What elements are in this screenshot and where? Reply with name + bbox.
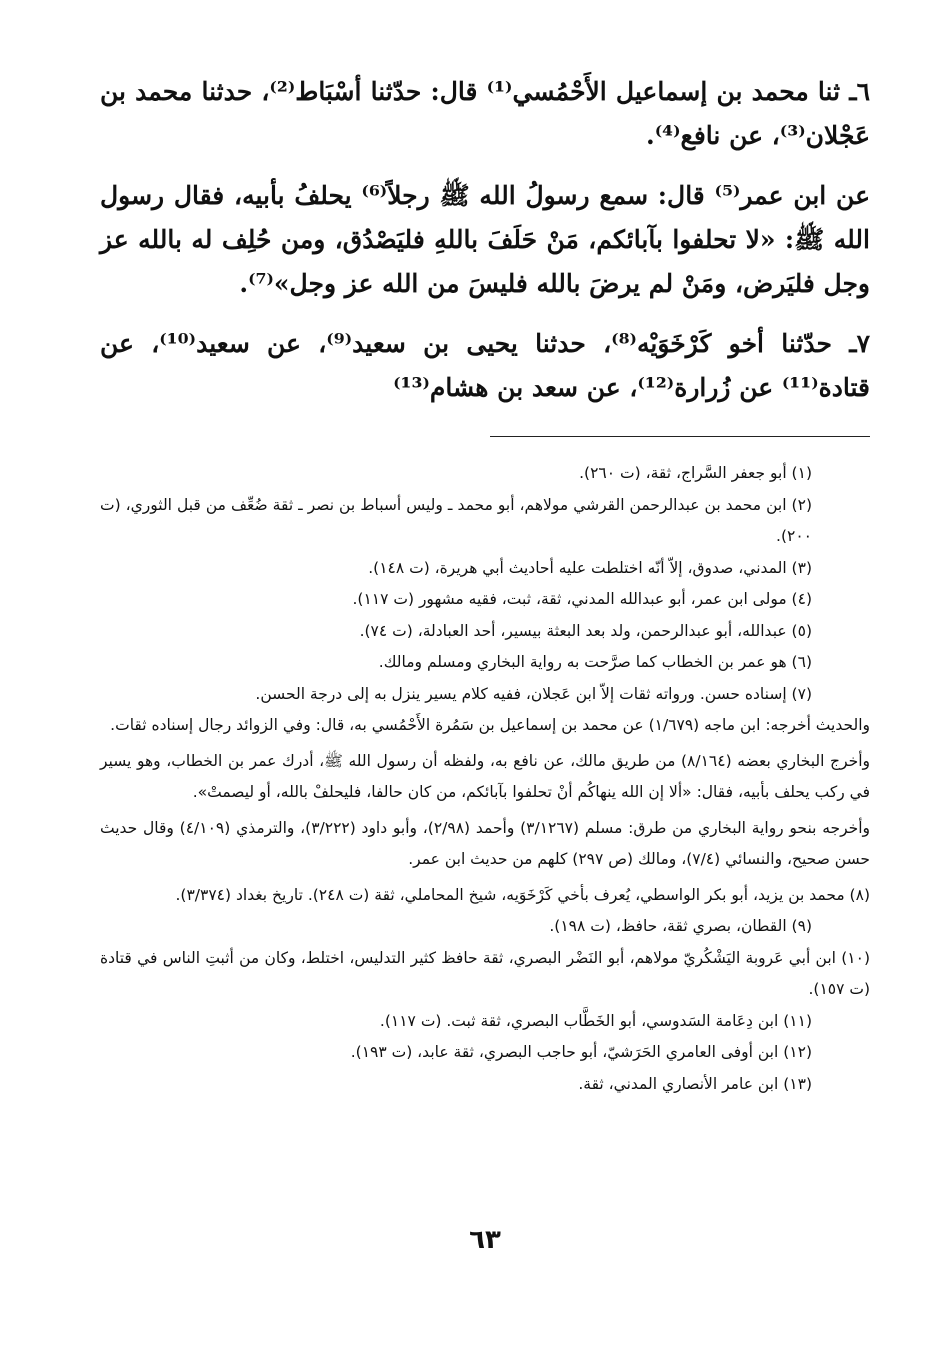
footnote-11: (١١) ابن دِعَامة السَدوسي، أبو الخَطَّاب البصري، ثقة ثبت. (ت ١١٧). [379,1011,812,1030]
footnote-9: (٩) القطان، بصري ثقة، حافظ، (ت ١٩٨). [549,917,812,935]
footnote-7-takhrij: والحديث أخرجه: ابن ماجه (١/٦٧٩) عن محمد بن إسماعيل بن سَمُرة الأَحْمُسي به، قال: وفي الزوائد رجال إسناده ثقات. [110,716,870,734]
hadith-6-matn: عن ابن عمر⁽⁵⁾ قال: سمع رسولُ الله ﷺ رجلاً⁽⁶⁾ يحلفُ بأبيه، فقال رسول الله ﷺ: «لا تحلفوا بآبائكم، مَنْ حَلَفَ باللهِ فليَصْدُق، ومن حُلِف له بالله عز وجل فليَرض، ومَنْ لم يرضَ بالله فليسَ من الله عز وجل»⁽⁷⁾. [100,181,870,298]
hadith-6-isnad: ٦ـ ثنا محمد بن إسماعيل الأَحْمُسي⁽¹⁾ قال: حدّثنا أسْبَاط⁽²⁾، حدثنا محمد بن عَجْلان⁽³⁾، عن نافع⁽⁴⁾. [100,77,870,150]
footnote-12: (١٢) ابن أوفى العامري الحَرَشيّ، أبو حاجب البصري، ثقة عابد، (ت ١٩٣). [350,1043,812,1061]
footnote-10: (١٠) ابن أبي عَروبة اليَشْكُريّ مولاهم، أبو النَضْر البصري، ثقة حافظ كثير التدليس، اختلط، وكان من أثبتِ الناس في قتادة (ت ١٥٧). [100,948,870,998]
footnote-7-sources: وأخرجه بنحو رواية البخاري من طرق: مسلم (٣/١٢٦٧) وأحمد (٢/٩٨)، وأبو داود (٣/٢٢٢)، والترمذي (٤/١٠٩) وقال حديث حسن صحيح، والنسائي (٧/٤)، ومالك (ص ٢٩٧) كلهم من حديث ابن عمر. [100,818,871,868]
footnote-13: (١٣) ابن عامر الأنصاري المدني، ثقة. [578,1074,812,1093]
footnote-6: (٦) هو عمر بن الخطاب كما صرَّحت به رواية البخاري ومسلم ومالك. [378,653,812,671]
footnote-5: (٥) عبدالله، أبو عبدالرحمن، ولد بعد البعثة بيسير، أحد العبادلة، (ت ٧٤). [359,621,812,640]
footnote-8: (٨) محمد بن يزيد، أبو بكر الواسطي، يُعرف بأخي كَرْخَوَيه، شيخ المحاملي، ثقة (ت ٢٤٨). تاريخ بغداد (٣/٣٧٤). [175,885,870,904]
footnote-1: (١) أبو جعفر السَّراج، ثقة، (ت ٢٦٠). [579,464,812,482]
footnotes [100,458,870,1100]
book-page [100,70,870,1340]
footnote-2: (٢) ابن محمد بن عبدالرحمن القرشي مولاهم، أبو محمد ـ وليس أسباط بن نصر ـ ثقة ضُعِّف من قبل الثوري، (ت ٢٠٠). [100,495,812,545]
footnote-3: (٣) المدني، صدوق، إلاّ أنّه اختلطت عليه أحاديث أبي هريرة، (ت ١٤٨). [368,558,812,577]
hadith-7-isnad: ٧ـ حدّثنا أخو كَرْخَوَيْه⁽⁸⁾، حدثنا يحيى بن سعيد⁽⁹⁾، عن سعيد⁽¹⁰⁾، عن قتادة⁽¹¹⁾ عن زُرارة⁽¹²⁾، عن سعد بن هشام⁽¹³⁾ [100,329,870,402]
footnote-7-bukhari: وأخرج البخاري بعضه (٨/١٦٤) من طريق مالك، عن نافع به، ولفظه أن رسول الله ﷺ، أدرك عمر بن الخطاب، وهو يسير في ركب يحلف بأبيه، فقال: «ألا إن الله ينهاكُم أنْ تحلفوا بآبائكم، من كان حالفا، فليحلفْ بالله، أو ليصمتْ». [100,751,870,801]
page-number: ٦٣ [469,1225,501,1255]
footnote-4: (٤) مولى ابن عمر، أبو عبدالله المدني، ثقة، ثبت، فقيه مشهور (ت ١١٧). [352,590,812,608]
footnote-7: (٧) إسناده حسن. ورواته ثقات إلاّ ابن عَجلان، ففيه كلام يسير ينزل به إلى درجة الحسن. [255,684,812,703]
main-text [100,70,870,410]
footnote-separator [490,436,870,437]
